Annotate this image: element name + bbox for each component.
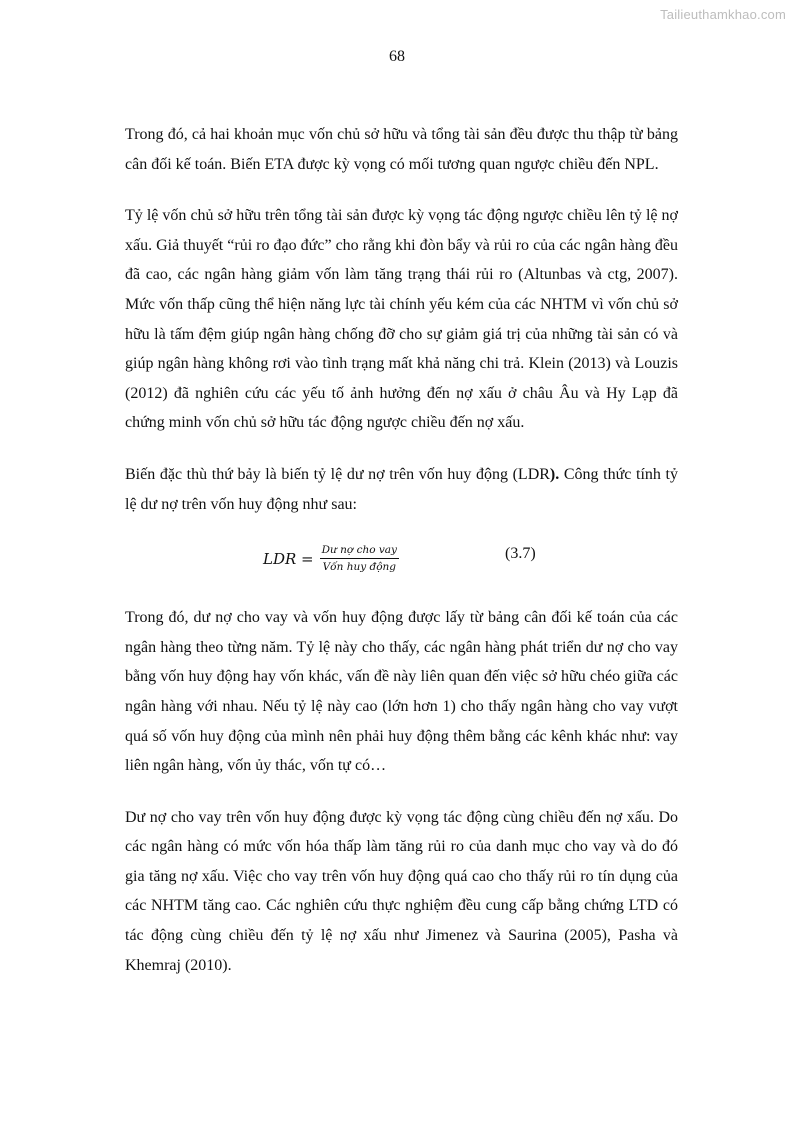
page-number: 68: [389, 48, 405, 65]
paragraph-equity-ratio: Tỷ lệ vốn chủ sở hữu trên tổng tài sản được kỳ vọng tác động ngược chiều lên tỷ lệ nợ xấu. Giả thuyết “rủi ro đạo đức” cho rằng khi đòn bẩy và rủi ro của các ngân hàng đều đã cao, các ngân hàng giảm vốn làm tăng trạng thái rủi ro (Altunbas và ctg, 2007). Mức vốn thấp cũng thể hiện năng lực tài chính yếu kém của các NHTM vì vốn chủ sở hữu là tấm đệm giúp ngân hàng chống đỡ cho sự giảm giá trị của những tài sản có và giúp ngân hàng không rơi vào tình trạng mất khả năng chi trả. Klein (2013) và Louzis (2012) đã nghiên cứu các yếu tố ảnh hưởng đến nợ xấu ở châu Âu và Hy Lạp đã chứng minh vốn chủ sở hữu tác động ngược chiều đến nợ xấu.: [125, 207, 678, 432]
ldr-intro-bold: ).: [549, 465, 560, 483]
paragraph-eta-definition: Trong đó, cả hai khoản mục vốn chủ sở hữu và tổng tài sản đều được thu thập từ bảng cân đối kế toán. Biến ETA được kỳ vọng có mối tương quan ngược chiều đến NPL.: [125, 126, 678, 173]
paragraph-ldr-expectation: Dư nợ cho vay trên vốn huy động được kỳ vọng tác động cùng chiều đến nợ xấu. Do các ngân hàng có mức vốn hóa thấp làm tăng rủi ro của danh mục cho vay và do đó gia tăng nợ xấu. Việc cho vay trên vốn huy động quá cao cho thấy rủi ro tín dụng của các NHTM tăng cao. Các nghiên cứu thực nghiệm đều cung cấp bằng chứng LTD có tác động cùng chiều đến tỷ lệ nợ xấu như Jimenez và Saurina (2005), Pasha và Khemraj (2010).: [125, 808, 678, 974]
watermark: Tailieuthamkhao.com: [660, 7, 786, 22]
formula-fraction: [320, 543, 399, 574]
formula-numerator: Dư nợ cho vay: [320, 543, 399, 559]
formula-lhs: LDR =: [263, 549, 314, 568]
equation-number: (3.7): [505, 545, 536, 563]
ldr-intro-text: Biến đặc thù thứ bảy là biến tỷ lệ dư nợ trên vốn huy động (LDR: [125, 465, 550, 483]
ldr-intro-text-end: Công thức tính tỷ lệ dư nợ trên vốn huy động như sau:: [125, 465, 678, 513]
formula-denominator: Vốn huy động: [322, 561, 397, 574]
paragraph-ldr-intro: [125, 460, 678, 519]
paragraph-ldr-explanation: Trong đó, dư nợ cho vay và vốn huy động được lấy từ bảng cân đối kế toán của các ngân hàng theo từng năm. Tỷ lệ này cho thấy, các ngân hàng phát triển dư nợ cho vay bằng vốn huy động hay vốn khác, vấn đề này liên quan đến việc sở hữu chéo giữa các ngân hàng với nhau. Nếu tỷ lệ này cao (lớn hơn 1) cho thấy ngân hàng cho vay vượt quá số vốn huy động của mình nên phải huy động thêm bằng các kênh khác như: vay liên ngân hàng, vốn ủy thác, vốn tự có…: [125, 609, 678, 775]
document-body: [125, 120, 678, 1002]
formula-ldr: [125, 541, 678, 581]
formula-expression: [263, 543, 399, 574]
